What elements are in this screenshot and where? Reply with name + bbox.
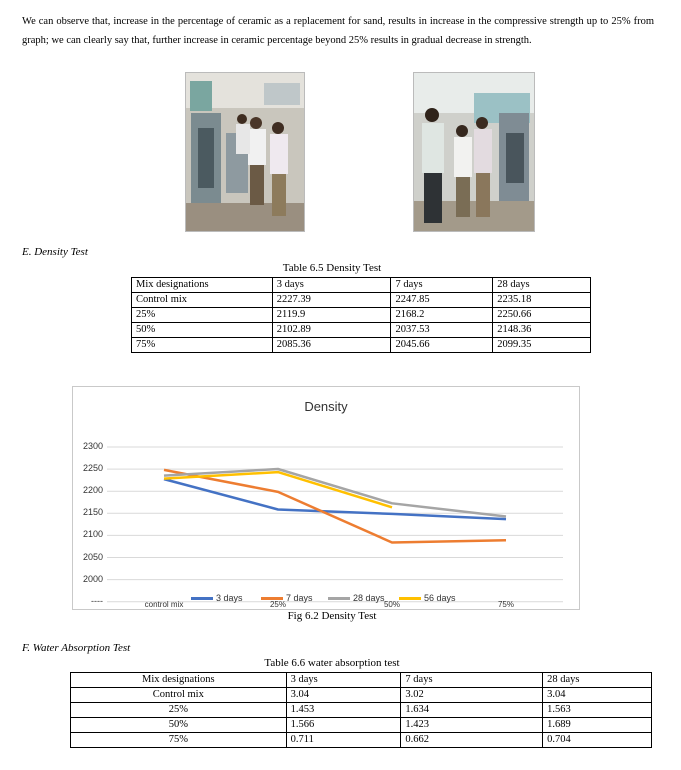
table-cell: 2119.9: [272, 308, 391, 323]
table-cell: 25%: [71, 703, 287, 718]
y-tick-label: ----: [91, 595, 103, 606]
table-cell: 0.704: [543, 733, 652, 748]
table-header-cell: 28 days: [493, 278, 591, 293]
density-chart: [72, 386, 580, 610]
table-header-cell: 3 days: [272, 278, 391, 293]
table-cell: 2085.36: [272, 338, 391, 353]
table-cell: 1.563: [543, 703, 652, 718]
density-heading: E. Density Test: [22, 246, 88, 258]
y-tick-label: 2050: [82, 551, 103, 562]
table-cell: 25%: [132, 308, 273, 323]
table-cell: 2168.2: [391, 308, 493, 323]
x-tick-label: 75%: [497, 600, 514, 609]
chart-title: Density: [304, 399, 348, 414]
legend-label: 28 days: [353, 593, 385, 603]
table-cell: 75%: [132, 338, 273, 353]
series-line-56-days: [164, 472, 392, 507]
y-tick-label: 2200: [82, 485, 103, 496]
legend-item: [261, 593, 313, 603]
lab-photo-2: [413, 72, 535, 232]
x-tick-label: control mix: [144, 600, 184, 609]
x-tick-label: 50%: [383, 600, 400, 609]
lab-photo-1: [185, 72, 305, 232]
table-cell: Control mix: [132, 293, 273, 308]
table-cell: 2250.66: [493, 308, 591, 323]
table-cell: 1.453: [286, 703, 401, 718]
table-cell: Control mix: [71, 688, 287, 703]
table-row: [132, 338, 591, 353]
legend-label: 56 days: [424, 593, 456, 603]
density-table-caption: Table 6.5 Density Test: [282, 262, 382, 274]
table-cell: 2102.89: [272, 323, 391, 338]
legend-swatch: [191, 597, 213, 600]
y-tick-label: 2100: [82, 529, 103, 540]
table-header-row: [71, 673, 652, 688]
table-cell: 3.02: [401, 688, 543, 703]
series-line-7-days: [164, 470, 506, 543]
legend-label: 7 days: [286, 593, 313, 603]
table-cell: 2037.53: [391, 323, 493, 338]
legend-label: 3 days: [216, 593, 243, 603]
table-row: [71, 718, 652, 733]
water-table: [70, 672, 652, 748]
table-row: [132, 293, 591, 308]
legend-item: [399, 593, 456, 603]
table-header-cell: 7 days: [401, 673, 543, 688]
legend-item: [191, 593, 243, 603]
table-header-cell: Mix designations: [71, 673, 287, 688]
chart-plot: [73, 387, 579, 609]
table-row: [71, 733, 652, 748]
table-cell: 2235.18: [493, 293, 591, 308]
table-header-row: [132, 278, 591, 293]
table-cell: 50%: [132, 323, 273, 338]
table-header-cell: Mix designations: [132, 278, 273, 293]
table-cell: 3.04: [543, 688, 652, 703]
legend-swatch: [328, 597, 350, 600]
table-cell: 2148.36: [493, 323, 591, 338]
table-cell: 1.423: [401, 718, 543, 733]
y-tick-label: 2000: [82, 573, 103, 584]
water-table-caption: Table 6.6 water absorption test: [264, 657, 400, 669]
figure-caption: Fig 6.2 Density Test: [287, 610, 377, 622]
table-cell: 1.634: [401, 703, 543, 718]
y-tick-label: 2150: [82, 507, 103, 518]
table-cell: 0.662: [401, 733, 543, 748]
legend-item: [328, 593, 385, 603]
table-cell: 2099.35: [493, 338, 591, 353]
y-tick-label: 2250: [82, 463, 103, 474]
table-row: [71, 688, 652, 703]
table-cell: 50%: [71, 718, 287, 733]
table-row: [71, 703, 652, 718]
table-cell: 75%: [71, 733, 287, 748]
table-cell: 1.566: [286, 718, 401, 733]
table-header-cell: 28 days: [543, 673, 652, 688]
table-cell: 1.689: [543, 718, 652, 733]
table-header-cell: 3 days: [286, 673, 401, 688]
water-heading: F. Water Absorption Test: [22, 642, 131, 654]
table-row: [132, 323, 591, 338]
table-cell: 2227.39: [272, 293, 391, 308]
intro-paragraph: We can observe that, increase in the percentage of ceramic as a replacement for sand, results in increase in the compressive strength up to 25% from graph; we can clearly say that, further increase in ceramic percentage beyond 25% results in gradual decrease in strength.: [22, 16, 654, 46]
y-tick-label: 2300: [82, 441, 103, 451]
table-cell: 2247.85: [391, 293, 493, 308]
x-tick-label: 25%: [269, 600, 286, 609]
legend-swatch: [399, 597, 421, 600]
table-cell: 3.04: [286, 688, 401, 703]
table-cell: 2045.66: [391, 338, 493, 353]
density-table: [131, 277, 591, 353]
table-cell: 0.711: [286, 733, 401, 748]
table-row: [132, 308, 591, 323]
legend-swatch: [261, 597, 283, 600]
table-header-cell: 7 days: [391, 278, 493, 293]
